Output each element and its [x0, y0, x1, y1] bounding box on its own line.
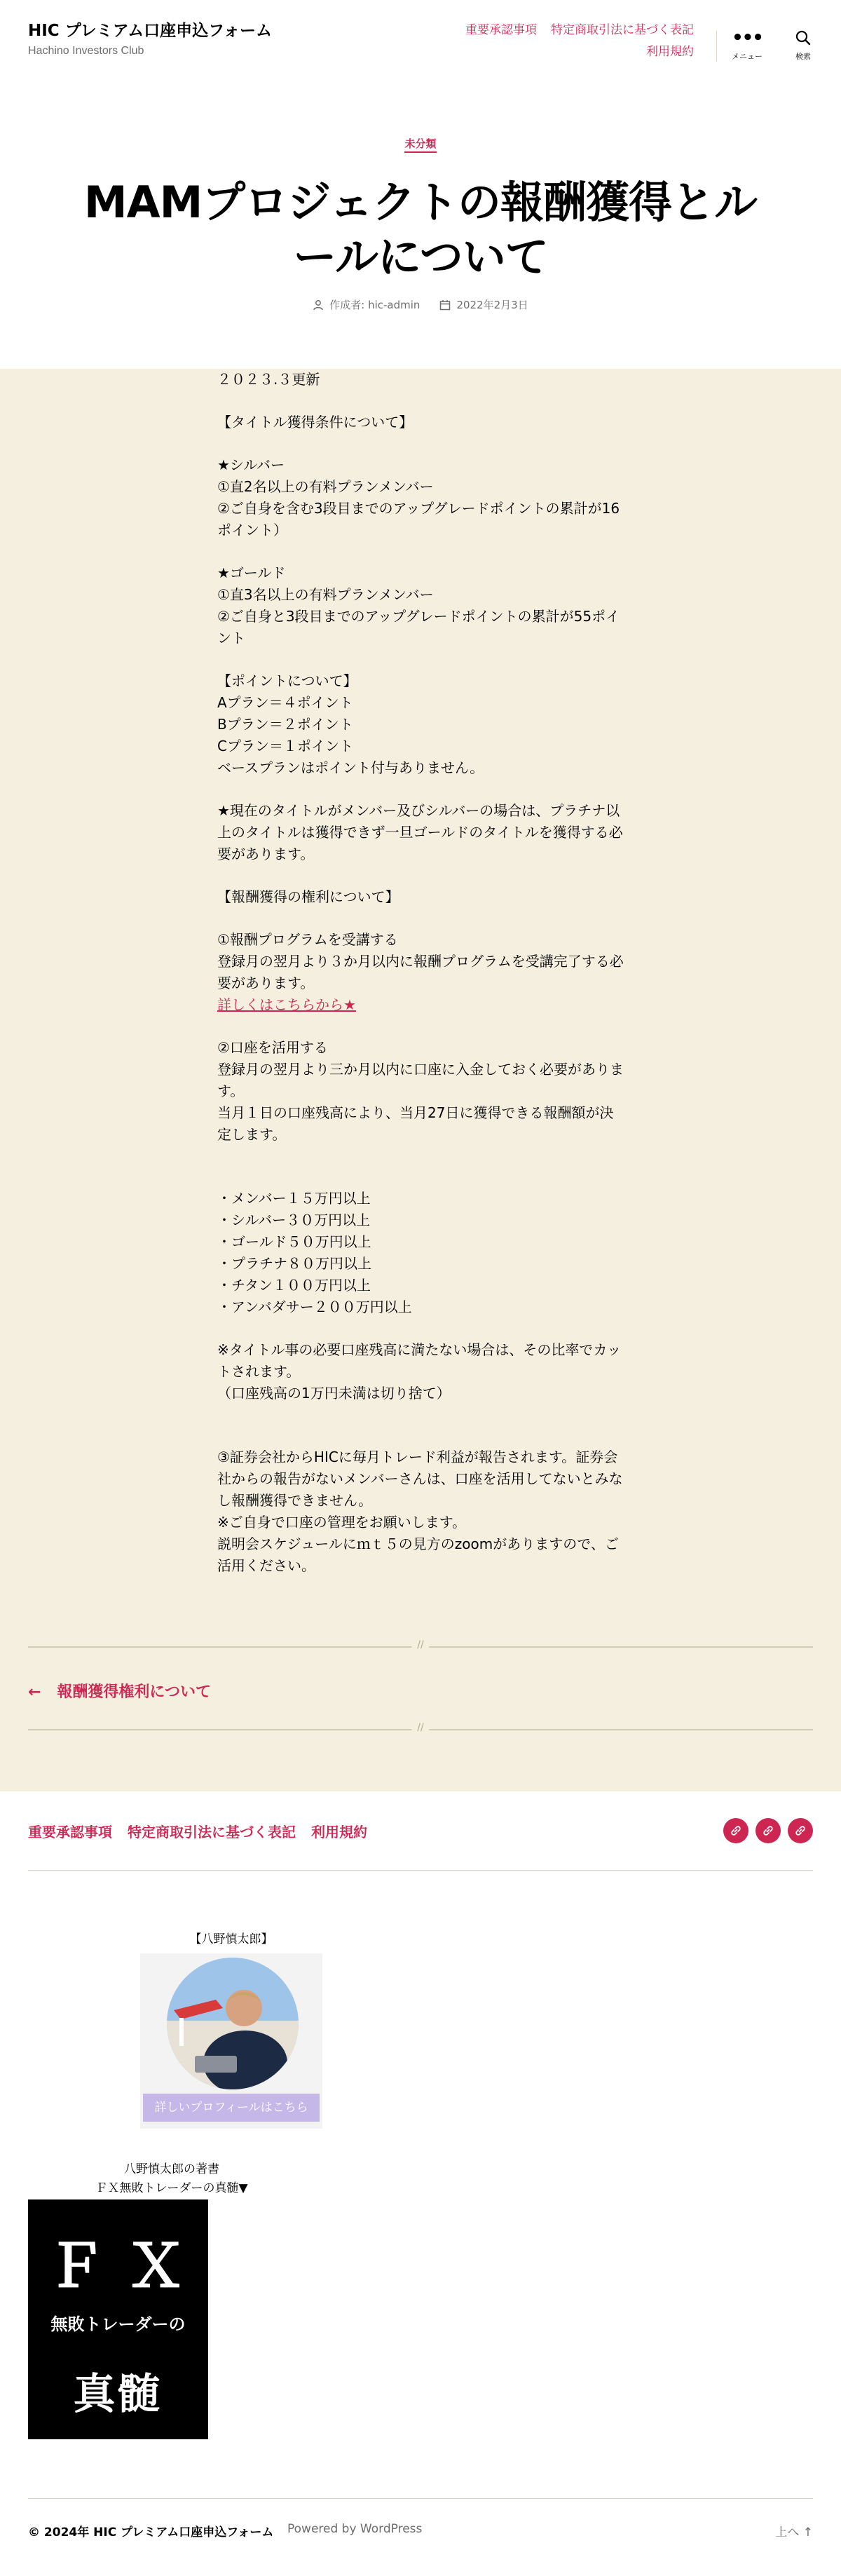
- book-author-line-2: ＦＸ無敗トレーダーの真髄▼: [95, 2181, 248, 2195]
- balance-titanium: ・チタン１００万円以上: [217, 1277, 371, 1294]
- profile-widget: [140, 1929, 322, 2129]
- account-text-1: 登録月の翌月より三か月以内に口座に入金しておく必要があります。: [217, 1061, 624, 1099]
- header-divider: [716, 31, 717, 62]
- search-toggle-button[interactable]: [786, 28, 820, 62]
- search-icon: [795, 29, 812, 46]
- account-section: [217, 1037, 624, 1146]
- previous-post-title: 報酬獲得権利について: [57, 1683, 211, 1701]
- primary-menu: [442, 20, 694, 63]
- footer-divider: [28, 1870, 813, 1871]
- entry-meta: [0, 297, 841, 312]
- profile-label: 【八野慎太郎】: [189, 1932, 273, 1946]
- menu-item-important[interactable]: 重要承認事項: [465, 23, 537, 37]
- cut-note-2: （口座残高の1万円未満は切り捨て）: [217, 1385, 451, 1402]
- link-icon: [794, 1824, 807, 1837]
- footer-menu: [28, 1821, 383, 1841]
- gold-condition-1: ①直3名以上の有料プランメンバー: [217, 586, 434, 603]
- powered-by[interactable]: Powered by WordPress: [287, 2522, 423, 2536]
- points-heading: 【ポイントについて】: [217, 672, 357, 689]
- gold-title: ★ゴールド: [217, 564, 286, 581]
- gold-condition-2: ②ご自身と3段目までのアップグレードポイントの累計が55ポイント: [217, 608, 620, 646]
- previous-post-link[interactable]: [28, 1680, 211, 1702]
- footer-menu-terms[interactable]: 利用規約: [311, 1824, 367, 1841]
- balance-gold: ・ゴールド５０万円以上: [217, 1233, 371, 1250]
- site-title[interactable]: HIC プレミアム口座申込フォーム: [28, 22, 273, 40]
- book-subtitle: 無敗トレーダーの: [50, 2314, 186, 2334]
- ellipsis-icon: •••: [732, 27, 763, 48]
- separator-mark: //: [411, 1722, 429, 1733]
- profile-card: [140, 1953, 322, 2129]
- footer-area: [0, 1791, 841, 2576]
- balance-silver: ・シルバー３０万円以上: [217, 1212, 371, 1228]
- category-link[interactable]: 未分類: [404, 137, 436, 153]
- book-cover[interactable]: [28, 2199, 208, 2439]
- user-icon: [313, 299, 324, 311]
- post-author: [313, 297, 420, 312]
- post-nav-separator-top: [28, 1639, 813, 1650]
- points-section: [217, 670, 624, 779]
- to-top-link[interactable]: 上へ ↑: [775, 2526, 813, 2540]
- book-author: [28, 2160, 315, 2198]
- post-author-text[interactable]: 作成者: hic-admin: [329, 299, 420, 311]
- post-date: [439, 297, 528, 312]
- account-text-2: 当月１日の口座残高により、当月27日に獲得できる報酬額が決定します。: [217, 1104, 614, 1143]
- footer-bottom-divider: [28, 2498, 813, 2499]
- site-description: Hachino Investors Club: [28, 45, 144, 57]
- title-conditions-heading: 【タイトル獲得条件について】: [217, 414, 413, 431]
- social-links: [723, 1818, 813, 1843]
- book-author-line-1: 八野慎太郎の著書: [124, 2162, 219, 2176]
- post-content: [217, 369, 624, 1598]
- entry-category: [0, 136, 841, 151]
- silver-condition-2: ②ご自身を含む3段目までのアップグレードポイントの累計が16ポイント）: [217, 500, 620, 538]
- book-main-title: 真髄: [73, 2370, 163, 2419]
- menu-toggle-button[interactable]: [729, 28, 765, 62]
- report-text-1: ③証券会社からHICに毎月トレード利益が報告されます。証券会社からの報告がないメンバーさんは、口座を活用してないとみなし報酬獲得できません。: [217, 1449, 623, 1509]
- post-date-text[interactable]: 2022年2月3日: [456, 299, 528, 311]
- search-toggle-label: 検索: [795, 52, 811, 61]
- copyright[interactable]: © 2024年 HIC プレミアム口座申込フォーム: [28, 2526, 274, 2540]
- points-a: Aプラン＝４ポイント: [217, 694, 353, 711]
- site-footer: [28, 2507, 813, 2556]
- arrow-left-icon: ←: [28, 1683, 41, 1701]
- menu-item-tokusho[interactable]: 特定商取引法に基づく表記: [551, 23, 694, 37]
- social-link-2[interactable]: [755, 1818, 781, 1843]
- rights-heading: 【報酬獲得の権利について】: [217, 888, 399, 905]
- footer-menu-tokusho[interactable]: 特定商取引法に基づく表記: [128, 1824, 296, 1841]
- current-title-note: ★現在のタイトルがメンバー及びシルバーの場合は、プラチナ以上のタイトルは獲得できず一旦ゴールドのタイトルを獲得する必要があります。: [217, 802, 623, 862]
- cut-note-1: ※タイトル事の必要口座残高に満たない場合は、その比率でカットされます。: [217, 1341, 622, 1380]
- separator-mark: //: [411, 1639, 429, 1650]
- balance-ambassador: ・アンバダサー２００万円以上: [217, 1299, 412, 1315]
- menu-item-terms[interactable]: 利用規約: [646, 45, 694, 59]
- menu-toggle-label: メニュー: [732, 52, 763, 61]
- points-base: ベースプランはポイント付与ありません。: [217, 759, 484, 776]
- avatar: [167, 1958, 299, 2089]
- program-title: ①報酬プログラムを受講する: [217, 931, 398, 948]
- silver-title: ★シルバー: [217, 456, 285, 473]
- social-link-1[interactable]: [723, 1818, 748, 1843]
- entry-title: MAMプロジェクトの報酬獲得とルールについて: [83, 177, 758, 283]
- report-text-3: 説明会スケジュールにｍｔ５の見方のzoomがありますので、ご活用ください。: [217, 1536, 619, 1574]
- report-text-2: ※ご自身で口座の管理をお願いします。: [217, 1514, 467, 1531]
- points-c: Cプラン＝１ポイント: [217, 738, 353, 754]
- update-note: ２０２３.３更新: [217, 371, 320, 388]
- program-section: [217, 929, 624, 1016]
- site-header: [0, 0, 841, 84]
- detail-link[interactable]: 詳しくはこちらから★: [217, 996, 356, 1013]
- gold-conditions: [217, 562, 624, 649]
- account-title: ②口座を活用する: [217, 1039, 328, 1056]
- silver-condition-1: ①直2名以上の有料プランメンバー: [217, 478, 434, 495]
- calendar-icon: [439, 299, 451, 311]
- book-widget: [28, 2160, 315, 2439]
- silver-conditions: [217, 454, 624, 541]
- program-text: 登録月の翌月より３か月以内に報酬プログラムを受講完了する必要があります。: [217, 953, 624, 991]
- balance-list: [217, 1188, 624, 1318]
- link-icon: [730, 1824, 742, 1837]
- report-section: [217, 1446, 624, 1577]
- cut-note: [217, 1339, 624, 1404]
- post-nav-separator-bottom: [28, 1722, 813, 1733]
- balance-platinum: ・プラチナ８０万円以上: [217, 1255, 371, 1272]
- entry-header: [0, 84, 841, 369]
- link-icon: [762, 1824, 774, 1837]
- profile-button[interactable]: 詳しいプロフィールはこちら: [143, 2094, 320, 2122]
- footer-menu-important[interactable]: 重要承認事項: [28, 1824, 112, 1841]
- points-b: Bプラン＝２ポイント: [217, 716, 353, 733]
- social-link-3[interactable]: [788, 1818, 813, 1843]
- book-fx: ＦＸ: [46, 2232, 207, 2300]
- balance-member: ・メンバー１５万円以上: [217, 1190, 371, 1207]
